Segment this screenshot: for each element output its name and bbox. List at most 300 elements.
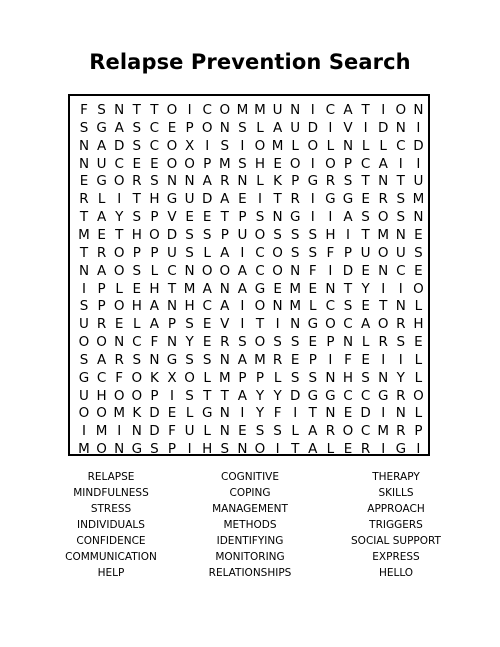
grid-letter[interactable]: S bbox=[132, 209, 142, 226]
grid-letter[interactable]: N bbox=[325, 280, 336, 297]
grid-letter[interactable]: V bbox=[343, 119, 353, 136]
grid-letter[interactable]: R bbox=[96, 244, 107, 261]
grid-letter[interactable]: L bbox=[97, 191, 106, 208]
grid-letter[interactable]: S bbox=[132, 119, 142, 136]
grid-letter[interactable]: E bbox=[361, 351, 370, 368]
grid-letter[interactable]: E bbox=[308, 334, 318, 351]
grid-letter[interactable]: E bbox=[167, 119, 177, 136]
grid-letter[interactable]: M bbox=[183, 280, 196, 297]
grid-letter[interactable]: E bbox=[414, 262, 423, 279]
grid-letter[interactable]: C bbox=[343, 316, 353, 333]
grid-letter[interactable]: F bbox=[115, 369, 124, 386]
grid-letter[interactable]: O bbox=[96, 405, 107, 422]
grid-letter[interactable]: S bbox=[343, 298, 353, 315]
grid-letter[interactable]: O bbox=[254, 137, 266, 154]
grid-letter[interactable]: O bbox=[131, 369, 143, 386]
grid-letter[interactable]: L bbox=[256, 119, 264, 136]
grid-letter[interactable]: T bbox=[361, 226, 370, 243]
grid-letter[interactable]: U bbox=[413, 173, 424, 190]
grid-letter[interactable]: M bbox=[289, 280, 302, 297]
grid-letter[interactable]: S bbox=[185, 316, 194, 333]
grid-letter[interactable]: I bbox=[240, 405, 245, 422]
grid-letter[interactable]: M bbox=[218, 155, 231, 172]
grid-letter[interactable]: S bbox=[150, 173, 159, 190]
grid-letter[interactable]: E bbox=[308, 280, 318, 297]
grid-letter[interactable]: P bbox=[220, 226, 229, 243]
grid-letter[interactable]: C bbox=[360, 387, 371, 404]
grid-letter[interactable]: N bbox=[395, 226, 406, 243]
grid-letter[interactable]: A bbox=[378, 155, 388, 172]
grid-letter[interactable]: T bbox=[203, 387, 212, 404]
grid-letter[interactable]: N bbox=[325, 369, 336, 386]
grid-letter[interactable]: P bbox=[97, 298, 106, 315]
grid-letter[interactable]: L bbox=[150, 262, 159, 279]
grid-letter[interactable]: L bbox=[291, 137, 299, 154]
grid-letter[interactable]: O bbox=[78, 405, 90, 422]
grid-letter[interactable]: S bbox=[290, 334, 300, 351]
grid-letter[interactable]: I bbox=[398, 155, 403, 172]
grid-letter[interactable]: I bbox=[293, 405, 298, 422]
grid-letter[interactable]: Y bbox=[273, 387, 282, 404]
grid-letter[interactable]: N bbox=[166, 173, 178, 190]
grid-letter[interactable]: H bbox=[342, 369, 354, 386]
grid-letter[interactable]: I bbox=[398, 280, 403, 297]
grid-letter[interactable]: M bbox=[218, 369, 231, 386]
grid-letter[interactable]: G bbox=[201, 405, 213, 422]
grid-letter[interactable]: A bbox=[149, 316, 160, 333]
grid-letter[interactable]: I bbox=[240, 244, 245, 261]
grid-letter[interactable]: S bbox=[396, 209, 406, 226]
grid-letter[interactable]: A bbox=[220, 298, 230, 315]
grid-letter[interactable]: S bbox=[132, 351, 142, 368]
grid-letter[interactable]: T bbox=[291, 441, 300, 458]
grid-letter[interactable]: O bbox=[254, 334, 266, 351]
grid-letter[interactable]: N bbox=[184, 262, 195, 279]
grid-letter[interactable]: D bbox=[149, 423, 160, 440]
grid-letter[interactable]: S bbox=[361, 369, 370, 386]
grid-letter[interactable]: L bbox=[326, 137, 335, 154]
grid-letter[interactable]: O bbox=[113, 244, 125, 261]
grid-letter[interactable]: S bbox=[361, 209, 370, 226]
grid-letter[interactable]: T bbox=[132, 102, 141, 118]
grid-letter[interactable]: E bbox=[273, 155, 282, 172]
grid-letter[interactable]: N bbox=[413, 102, 424, 118]
grid-letter[interactable]: C bbox=[149, 137, 160, 154]
grid-letter[interactable]: A bbox=[272, 119, 283, 136]
grid-letter[interactable]: L bbox=[203, 423, 211, 440]
grid-letter[interactable]: I bbox=[240, 298, 245, 315]
grid-letter[interactable]: C bbox=[167, 262, 177, 279]
grid-letter[interactable]: O bbox=[289, 155, 301, 172]
grid-letter[interactable]: I bbox=[117, 423, 122, 440]
grid-letter[interactable]: O bbox=[219, 102, 231, 118]
grid-letter[interactable]: A bbox=[96, 351, 107, 368]
grid-letter[interactable]: Y bbox=[255, 387, 265, 404]
grid-letter[interactable]: E bbox=[167, 405, 177, 422]
grid-letter[interactable]: R bbox=[220, 173, 230, 190]
grid-letter[interactable]: O bbox=[254, 298, 266, 315]
grid-letter[interactable]: E bbox=[343, 405, 353, 422]
grid-letter[interactable]: R bbox=[325, 423, 336, 440]
grid-letter[interactable]: M bbox=[254, 102, 266, 118]
grid-letter[interactable]: G bbox=[325, 387, 336, 404]
grid-letter[interactable]: C bbox=[343, 387, 353, 404]
grid-letter[interactable]: T bbox=[220, 209, 229, 226]
grid-letter[interactable]: G bbox=[166, 351, 178, 368]
grid-letter[interactable]: I bbox=[381, 405, 386, 422]
grid-letter[interactable]: I bbox=[363, 119, 368, 136]
grid-letter[interactable]: K bbox=[132, 405, 142, 422]
grid-letter[interactable]: D bbox=[113, 137, 125, 154]
grid-letter[interactable]: P bbox=[150, 209, 159, 226]
grid-letter[interactable]: E bbox=[343, 441, 353, 458]
grid-letter[interactable]: I bbox=[117, 191, 122, 208]
grid-letter[interactable]: P bbox=[291, 173, 300, 190]
grid-letter[interactable]: O bbox=[272, 262, 283, 279]
grid-letter[interactable]: P bbox=[97, 280, 106, 297]
grid-letter[interactable]: S bbox=[273, 423, 282, 440]
grid-letter[interactable]: T bbox=[255, 316, 265, 333]
grid-letter[interactable]: N bbox=[166, 334, 178, 351]
grid-letter[interactable]: S bbox=[150, 441, 159, 458]
grid-letter[interactable]: E bbox=[114, 316, 124, 333]
grid-letter[interactable]: T bbox=[361, 173, 370, 190]
grid-letter[interactable]: P bbox=[185, 119, 194, 136]
grid-letter[interactable]: R bbox=[396, 387, 406, 404]
grid-letter[interactable]: O bbox=[78, 334, 90, 351]
grid-letter[interactable]: U bbox=[360, 244, 371, 261]
grid-letter[interactable]: N bbox=[342, 137, 354, 154]
grid-letter[interactable]: O bbox=[113, 387, 125, 404]
grid-letter[interactable]: I bbox=[416, 119, 421, 136]
grid-letter[interactable]: I bbox=[170, 387, 174, 404]
grid-letter[interactable]: L bbox=[326, 441, 335, 458]
grid-letter[interactable]: H bbox=[131, 226, 142, 243]
grid-letter[interactable]: P bbox=[238, 209, 247, 226]
grid-letter[interactable]: S bbox=[290, 369, 300, 386]
grid-letter[interactable]: T bbox=[150, 102, 159, 118]
grid-letter[interactable]: D bbox=[307, 119, 318, 136]
grid-letter[interactable]: P bbox=[255, 369, 265, 386]
grid-letter[interactable]: E bbox=[132, 280, 142, 297]
grid-letter[interactable]: O bbox=[96, 334, 107, 351]
grid-letter[interactable]: L bbox=[414, 351, 423, 368]
grid-letter[interactable]: E bbox=[361, 298, 370, 315]
grid-letter[interactable]: I bbox=[187, 441, 192, 458]
grid-letter[interactable]: U bbox=[237, 226, 248, 243]
grid-letter[interactable]: E bbox=[414, 334, 423, 351]
grid-letter[interactable]: Y bbox=[185, 334, 194, 351]
grid-letter[interactable]: G bbox=[325, 191, 336, 208]
grid-letter[interactable]: P bbox=[343, 244, 353, 261]
grid-letter[interactable]: E bbox=[79, 173, 89, 190]
grid-letter[interactable]: S bbox=[343, 173, 353, 190]
grid-letter[interactable]: S bbox=[185, 226, 194, 243]
grid-letter[interactable]: N bbox=[114, 334, 125, 351]
grid-letter[interactable]: S bbox=[202, 351, 212, 368]
grid-letter[interactable]: L bbox=[379, 137, 387, 154]
grid-letter[interactable]: H bbox=[131, 298, 142, 315]
grid-letter[interactable]: P bbox=[167, 441, 177, 458]
grid-letter[interactable]: L bbox=[203, 369, 211, 386]
grid-letter[interactable]: I bbox=[381, 102, 386, 118]
grid-letter[interactable]: O bbox=[113, 298, 125, 315]
grid-letter[interactable]: O bbox=[166, 137, 178, 154]
grid-letter[interactable]: T bbox=[396, 173, 405, 190]
grid-letter[interactable]: N bbox=[78, 155, 90, 172]
grid-letter[interactable]: I bbox=[416, 155, 421, 172]
grid-letter[interactable]: A bbox=[343, 102, 353, 118]
grid-letter[interactable]: K bbox=[149, 369, 159, 386]
grid-letter[interactable]: U bbox=[79, 387, 89, 404]
grid-letter[interactable]: D bbox=[413, 137, 424, 154]
grid-letter[interactable]: S bbox=[220, 441, 230, 458]
grid-letter[interactable]: A bbox=[360, 316, 371, 333]
grid-letter[interactable]: P bbox=[414, 423, 423, 440]
grid-letter[interactable]: H bbox=[413, 316, 424, 333]
grid-letter[interactable]: U bbox=[79, 316, 89, 333]
grid-letter[interactable]: E bbox=[238, 191, 247, 208]
grid-letter[interactable]: M bbox=[254, 351, 266, 368]
grid-letter[interactable]: N bbox=[219, 405, 230, 422]
grid-letter[interactable]: O bbox=[113, 173, 125, 190]
grid-letter[interactable]: I bbox=[346, 226, 350, 243]
grid-letter[interactable]: T bbox=[115, 226, 124, 243]
grid-letter[interactable]: I bbox=[328, 209, 333, 226]
grid-letter[interactable]: N bbox=[237, 173, 248, 190]
grid-letter[interactable]: I bbox=[416, 441, 421, 458]
grid-letter[interactable]: E bbox=[132, 155, 142, 172]
grid-letter[interactable]: R bbox=[96, 316, 107, 333]
grid-letter[interactable]: F bbox=[150, 334, 159, 351]
grid-letter[interactable]: T bbox=[379, 298, 388, 315]
grid-letter[interactable]: S bbox=[255, 423, 265, 440]
grid-letter[interactable]: P bbox=[132, 244, 141, 261]
grid-letter[interactable]: P bbox=[167, 316, 177, 333]
grid-letter[interactable]: N bbox=[378, 173, 389, 190]
grid-letter[interactable]: T bbox=[220, 387, 229, 404]
grid-letter[interactable]: Y bbox=[255, 405, 265, 422]
grid-letter[interactable]: P bbox=[203, 155, 212, 172]
grid-letter[interactable]: S bbox=[238, 155, 247, 172]
grid-letter[interactable]: O bbox=[342, 423, 354, 440]
grid-letter[interactable]: R bbox=[272, 351, 283, 368]
grid-letter[interactable]: G bbox=[307, 173, 319, 190]
grid-letter[interactable]: U bbox=[290, 119, 301, 136]
grid-letter[interactable]: T bbox=[273, 191, 282, 208]
grid-letter[interactable]: P bbox=[326, 334, 335, 351]
grid-letter[interactable]: M bbox=[412, 191, 425, 208]
grid-letter[interactable]: L bbox=[361, 137, 370, 154]
grid-letter[interactable]: X bbox=[184, 137, 195, 154]
grid-letter[interactable]: L bbox=[361, 334, 370, 351]
grid-letter[interactable]: I bbox=[381, 351, 386, 368]
grid-letter[interactable]: E bbox=[290, 351, 300, 368]
grid-letter[interactable]: M bbox=[377, 226, 390, 243]
grid-letter[interactable]: E bbox=[97, 226, 106, 243]
grid-letter[interactable]: H bbox=[254, 155, 266, 172]
grid-letter[interactable]: A bbox=[237, 387, 248, 404]
grid-letter[interactable]: G bbox=[96, 119, 107, 136]
grid-letter[interactable]: O bbox=[166, 155, 178, 172]
grid-letter[interactable]: A bbox=[149, 298, 160, 315]
grid-letter[interactable]: A bbox=[343, 209, 353, 226]
grid-letter[interactable]: F bbox=[80, 102, 88, 118]
grid-letter[interactable]: R bbox=[396, 423, 406, 440]
grid-letter[interactable]: A bbox=[237, 262, 248, 279]
grid-letter[interactable]: C bbox=[396, 137, 406, 154]
grid-letter[interactable]: S bbox=[273, 334, 282, 351]
grid-letter[interactable]: G bbox=[395, 441, 407, 458]
grid-letter[interactable]: O bbox=[325, 155, 336, 172]
grid-letter[interactable]: C bbox=[132, 334, 142, 351]
grid-letter[interactable]: L bbox=[273, 369, 282, 386]
grid-letter[interactable]: H bbox=[149, 280, 160, 297]
grid-letter[interactable]: C bbox=[202, 298, 212, 315]
grid-letter[interactable]: X bbox=[167, 369, 177, 386]
grid-letter[interactable]: A bbox=[237, 351, 248, 368]
grid-letter[interactable]: N bbox=[290, 102, 301, 118]
grid-letter[interactable]: N bbox=[149, 351, 160, 368]
grid-letter[interactable]: O bbox=[377, 244, 389, 261]
grid-letter[interactable]: N bbox=[395, 119, 406, 136]
grid-letter[interactable]: O bbox=[377, 209, 389, 226]
grid-letter[interactable]: D bbox=[149, 405, 160, 422]
grid-letter[interactable]: E bbox=[202, 334, 212, 351]
grid-letter[interactable]: N bbox=[219, 423, 230, 440]
grid-letter[interactable]: O bbox=[96, 441, 107, 458]
grid-letter[interactable]: S bbox=[290, 244, 300, 261]
grid-letter[interactable]: S bbox=[396, 334, 406, 351]
grid-letter[interactable]: O bbox=[254, 441, 266, 458]
grid-letter[interactable]: N bbox=[114, 102, 125, 118]
grid-letter[interactable]: I bbox=[310, 102, 315, 118]
grid-letter[interactable]: N bbox=[395, 298, 406, 315]
grid-letter[interactable]: D bbox=[201, 191, 213, 208]
grid-letter[interactable]: A bbox=[237, 280, 248, 297]
grid-letter[interactable]: C bbox=[325, 102, 336, 118]
grid-letter[interactable]: U bbox=[184, 191, 195, 208]
grid-letter[interactable]: I bbox=[240, 137, 245, 154]
grid-letter[interactable]: N bbox=[219, 351, 230, 368]
grid-letter[interactable]: E bbox=[185, 209, 194, 226]
grid-letter[interactable]: N bbox=[78, 262, 90, 279]
grid-letter[interactable]: C bbox=[255, 262, 265, 279]
grid-letter[interactable]: C bbox=[360, 423, 371, 440]
grid-letter[interactable]: I bbox=[398, 351, 403, 368]
grid-letter[interactable]: I bbox=[310, 191, 315, 208]
grid-letter[interactable]: H bbox=[96, 387, 107, 404]
grid-letter[interactable]: C bbox=[255, 244, 265, 261]
grid-letter[interactable]: N bbox=[166, 298, 178, 315]
grid-letter[interactable]: M bbox=[113, 405, 126, 422]
grid-letter[interactable]: S bbox=[79, 119, 89, 136]
grid-letter[interactable]: I bbox=[310, 155, 315, 172]
grid-letter[interactable]: S bbox=[255, 209, 265, 226]
grid-letter[interactable]: A bbox=[308, 441, 318, 458]
grid-letter[interactable]: G bbox=[342, 191, 354, 208]
grid-letter[interactable]: S bbox=[202, 226, 212, 243]
grid-letter[interactable]: S bbox=[132, 137, 142, 154]
grid-letter[interactable]: T bbox=[132, 191, 141, 208]
grid-letter[interactable]: E bbox=[273, 280, 282, 297]
grid-letter[interactable]: L bbox=[414, 369, 423, 386]
grid-letter[interactable]: D bbox=[166, 226, 178, 243]
grid-letter[interactable]: P bbox=[150, 387, 159, 404]
grid-letter[interactable]: D bbox=[377, 119, 389, 136]
grid-letter[interactable]: A bbox=[220, 244, 230, 261]
grid-letter[interactable]: F bbox=[308, 262, 317, 279]
grid-letter[interactable]: R bbox=[378, 334, 388, 351]
grid-letter[interactable]: M bbox=[271, 137, 284, 154]
grid-letter[interactable]: L bbox=[133, 316, 141, 333]
grid-letter[interactable]: L bbox=[291, 423, 299, 440]
grid-letter[interactable]: O bbox=[413, 387, 424, 404]
grid-letter[interactable]: O bbox=[131, 387, 143, 404]
grid-letter[interactable]: O bbox=[254, 226, 266, 243]
grid-letter[interactable]: O bbox=[413, 280, 424, 297]
grid-letter[interactable]: E bbox=[150, 155, 159, 172]
grid-letter[interactable]: U bbox=[184, 423, 195, 440]
grid-letter[interactable]: A bbox=[308, 423, 318, 440]
grid-letter[interactable]: C bbox=[96, 369, 107, 386]
grid-letter[interactable]: I bbox=[240, 316, 245, 333]
grid-letter[interactable]: R bbox=[79, 191, 89, 208]
grid-letter[interactable]: L bbox=[203, 244, 211, 261]
grid-letter[interactable]: M bbox=[236, 102, 249, 118]
grid-letter[interactable]: S bbox=[185, 351, 194, 368]
grid-letter[interactable]: O bbox=[184, 369, 195, 386]
grid-letter[interactable]: S bbox=[238, 334, 247, 351]
grid-letter[interactable]: S bbox=[97, 102, 106, 118]
grid-letter[interactable]: S bbox=[220, 137, 230, 154]
grid-letter[interactable]: C bbox=[325, 298, 336, 315]
grid-letter[interactable]: E bbox=[202, 209, 212, 226]
grid-letter[interactable]: S bbox=[396, 191, 406, 208]
grid-letter[interactable]: N bbox=[219, 119, 230, 136]
grid-letter[interactable]: F bbox=[273, 405, 282, 422]
grid-letter[interactable]: D bbox=[360, 405, 371, 422]
grid-letter[interactable]: D bbox=[342, 262, 354, 279]
grid-letter[interactable]: I bbox=[275, 441, 280, 458]
grid-letter[interactable]: T bbox=[167, 280, 177, 297]
grid-letter[interactable]: O bbox=[201, 119, 213, 136]
grid-letter[interactable]: N bbox=[395, 405, 406, 422]
grid-letter[interactable]: I bbox=[205, 137, 210, 154]
grid-letter[interactable]: T bbox=[308, 405, 317, 422]
grid-letter[interactable]: I bbox=[328, 119, 333, 136]
grid-letter[interactable]: K bbox=[273, 173, 283, 190]
grid-letter[interactable]: C bbox=[360, 155, 371, 172]
grid-letter[interactable]: R bbox=[360, 441, 371, 458]
grid-letter[interactable]: M bbox=[377, 423, 390, 440]
grid-letter[interactable]: I bbox=[381, 280, 386, 297]
grid-letter[interactable]: P bbox=[150, 244, 159, 261]
grid-letter[interactable]: C bbox=[149, 119, 160, 136]
grid-letter[interactable]: U bbox=[272, 102, 283, 118]
grid-letter[interactable]: N bbox=[378, 262, 389, 279]
grid-letter[interactable]: S bbox=[414, 244, 423, 261]
grid-letter[interactable]: O bbox=[201, 262, 213, 279]
grid-letter[interactable]: O bbox=[113, 262, 125, 279]
grid-letter[interactable]: O bbox=[307, 137, 319, 154]
grid-letter[interactable]: I bbox=[275, 316, 280, 333]
grid-letter[interactable]: F bbox=[326, 244, 335, 261]
grid-letter[interactable]: L bbox=[115, 280, 123, 297]
grid-letter[interactable]: O bbox=[395, 102, 407, 118]
grid-letter[interactable]: U bbox=[395, 244, 406, 261]
grid-letter[interactable]: F bbox=[168, 423, 176, 440]
